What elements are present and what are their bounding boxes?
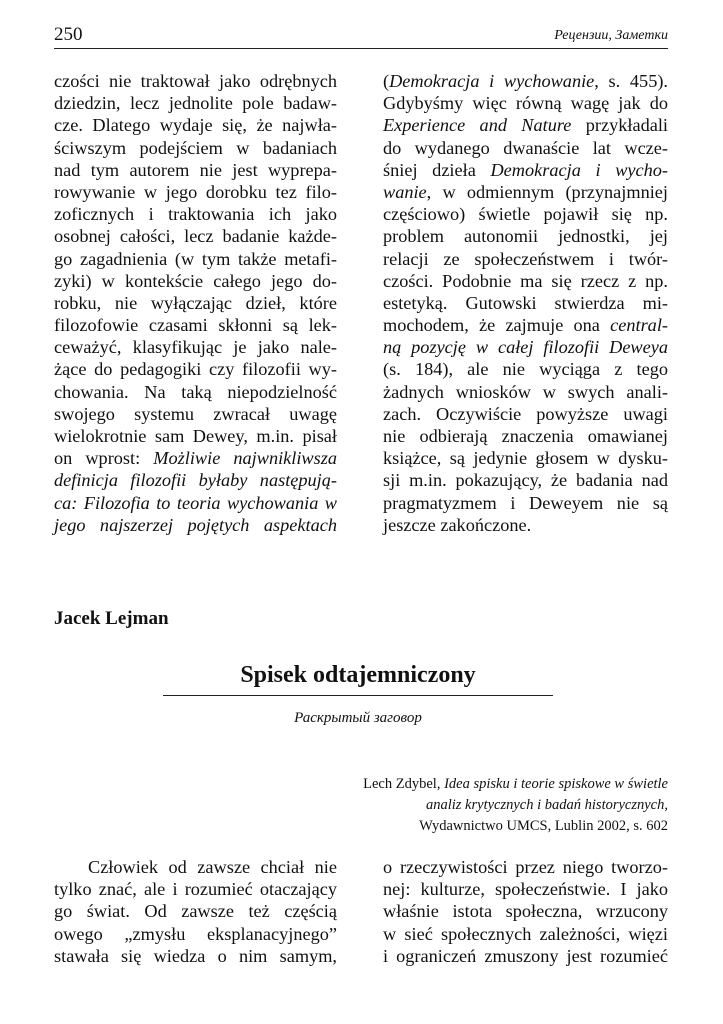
text-line: owego „zmysłu eksplanacyjnego” [54, 923, 337, 944]
review-author: Jacek Lejman [54, 608, 169, 629]
text-run: ( [383, 71, 390, 91]
text-line: właśnie istota społeczna, wrzucony [383, 901, 668, 922]
text-line: jeszcze zakończone. [383, 514, 532, 535]
italic-quote: Możliwie najwnikliwsza [153, 448, 337, 469]
book-title: Experience and Nature [383, 115, 572, 136]
text-line: problem autonomii jednostki, jej [383, 226, 668, 247]
text-line: zach. Oczywiście powyższe uwagi [383, 403, 668, 424]
text-run: mochodem, że zajmuje ona [383, 315, 611, 336]
text-run: , s. 455). [594, 71, 668, 91]
text-line: żadnych wniosków w swych anali- [383, 381, 668, 402]
book-title: wanie [383, 181, 427, 202]
biblio-line [363, 774, 668, 795]
text-line: sji m.in. pokazujący, że badania nad [383, 470, 668, 491]
text-line: Gdybyśmy więc równą wagę jak do [383, 93, 668, 114]
text-line: książce, są jedynie głosem w dysku- [383, 448, 668, 469]
text-line [54, 469, 337, 491]
text-line: żące do pedagogiki czy filozofii wy- [54, 359, 337, 380]
text-run: on wprost: [54, 448, 154, 469]
text-line [54, 447, 337, 469]
text-line [383, 336, 668, 358]
bibliographic-reference [363, 774, 668, 837]
italic-quote: ca: Filozofia to teoria wychowania w [54, 492, 337, 513]
column-bottom-right [383, 856, 668, 967]
text-line: w sieć społecznych zależności, więzi [383, 923, 668, 944]
text-line: osobnej całości, lecz badanie każde- [54, 226, 337, 247]
text-line: cze. Dlatego wydaje się, że najwła- [54, 115, 337, 136]
text-line: nie odbierają znaczenia omawianej [383, 426, 668, 446]
text-line [383, 159, 668, 181]
text-run: śniej dzieła [383, 159, 491, 180]
page-number: 250 [54, 24, 83, 45]
text-line: ceważyć, klasyfikując je jako nale- [54, 337, 337, 358]
biblio-title: Idea spisku i teorie spiskowe w świetle [444, 776, 668, 792]
book-title: Demokracja i wycho- [490, 159, 668, 180]
biblio-line [363, 795, 668, 816]
text-line: rowywanie w jego dorobku tez filo- [54, 181, 337, 202]
column-top-left [54, 70, 337, 536]
italic-quote: jego najszerzej pojętych aspektach [54, 514, 337, 535]
text-line [383, 70, 668, 92]
text-line: chowania. Na taką niepodzielność [54, 381, 337, 402]
text-line: czości nie traktował jako odrębnych [54, 71, 337, 91]
biblio-title: analiz krytycznych i badań historycznych, [425, 797, 668, 813]
text-line: ściwszym podejściem w badaniach [54, 137, 337, 158]
text-line [54, 514, 337, 536]
text-line: nej: kulturze, społeczeństwie. I jako [383, 879, 668, 900]
text-line [54, 492, 337, 514]
text-line: swojego systemu zwracał uwagę [54, 403, 337, 424]
biblio-publisher: Wydawnictwo UMCS, Lublin 2002, s. 602 [419, 818, 668, 834]
page-header [54, 24, 668, 49]
text-line: czości. Podobnie ma się rzecz z np. [383, 270, 668, 291]
biblio-author: Lech Zdybel, [363, 776, 445, 792]
text-line: częściowo) świetle pojawił się np. [383, 204, 668, 225]
text-line: o rzeczywistości przez niego tworzo- [383, 857, 668, 877]
book-title: Demokracja i wychowanie [389, 71, 595, 91]
text-line: filozofowie czasami skłonni są lek- [54, 315, 337, 336]
text-line [383, 314, 668, 336]
text-line: nad tym autorem nie jest wyprepa- [54, 159, 337, 180]
column-top-right [383, 70, 668, 536]
text-run: przykładali [571, 115, 668, 136]
text-line: go zagadnienia (w tym także metafi- [54, 248, 337, 269]
review-title: Spisek odtajemniczony [163, 662, 553, 696]
text-line [383, 114, 668, 136]
text-line: wielokrotnie sam Dewey, m.in. pisał [54, 426, 337, 446]
text-line: Człowiek od zawsze chciał nie [88, 857, 337, 877]
review-subtitle: Раскрытый заговор [294, 710, 422, 726]
italic-quote: central- [610, 315, 668, 336]
text-line: do wydanego dwanaście lat wcze- [383, 137, 668, 158]
text-line: zoficznych i traktowania ich jako [54, 204, 337, 225]
text-line: i ograniczeń zmuszony jest rozumieć [383, 945, 668, 966]
running-head: Рецензии, Заметки [554, 28, 668, 43]
text-line: relacji ze społeczeństwem i twór- [383, 248, 668, 269]
text-line [383, 181, 668, 203]
italic-quote: definicja filozofii byłaby następują- [54, 470, 337, 491]
text-run: , w odmiennym (przynajmniej [426, 181, 668, 202]
column-bottom-left [54, 856, 337, 967]
text-line: (s. 184), ale nie wyciąga z tego [383, 359, 668, 380]
text-line: stawała się wiedza o nim samym, [54, 945, 337, 966]
text-line: zyki) w kontekście całego jego do- [54, 270, 337, 291]
text-line: dziedzin, lecz jednolite pole badaw- [54, 93, 337, 114]
text-line: go świat. Od zawsze też częścią [54, 901, 337, 922]
text-line: tylko znać, ale i rozumieć otaczający [54, 879, 337, 900]
text-line: robku, nie wyłączając dzieł, które [54, 292, 337, 313]
text-line: estetyką. Gutowski stwierdza mi- [383, 292, 668, 313]
text-line: pragmatyzmem i Deweyem nie są [383, 492, 668, 513]
italic-quote: ną pozycję w całej filozofii Deweya [383, 337, 668, 358]
